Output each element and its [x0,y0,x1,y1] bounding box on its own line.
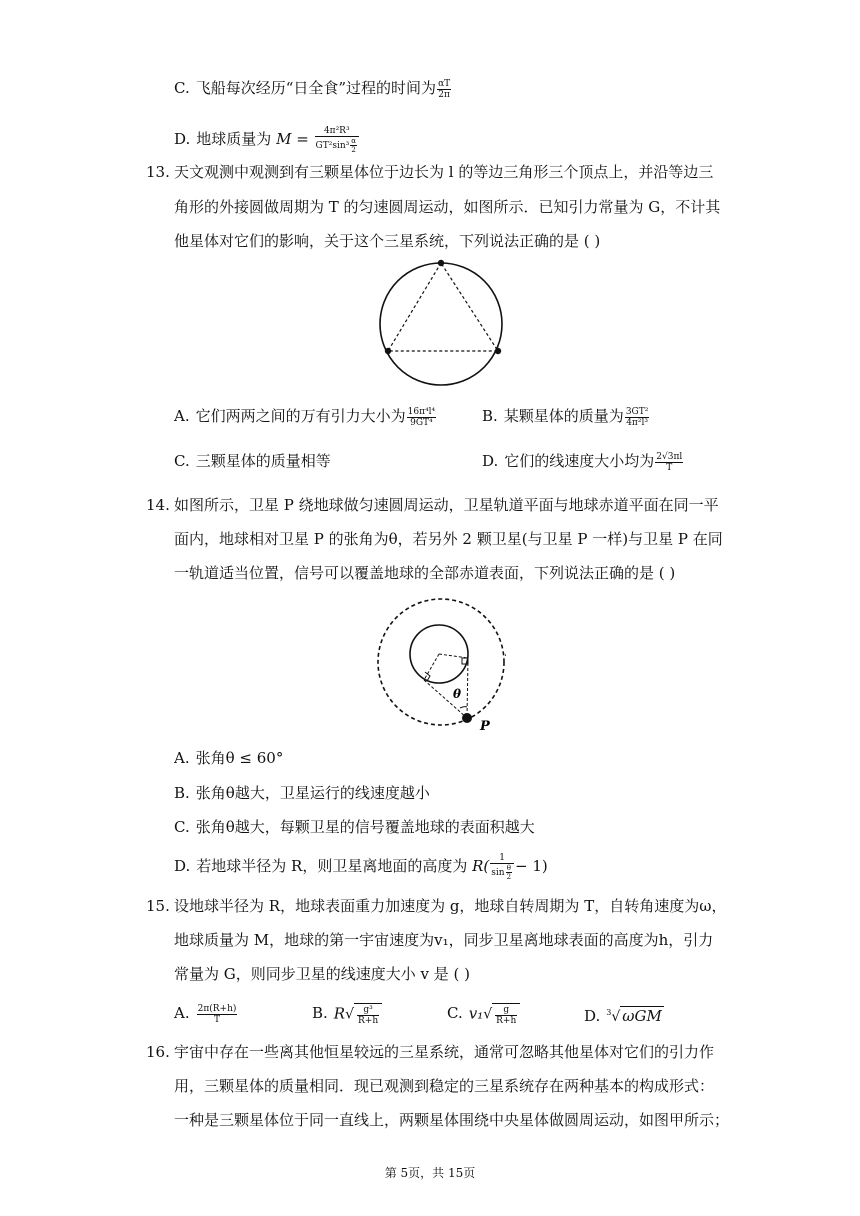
q13-option-d [482,451,684,473]
theta-label: θ [453,687,462,701]
q13-option-c [174,451,331,471]
p-label: P [480,719,490,734]
satellite-figure [374,594,506,736]
fraction: $\frac{g}{R+h}$ [496,1004,517,1026]
fraction: $\frac{2\pi(R+h)}{T}$ [197,1003,237,1025]
question-number: 16. [146,1043,170,1061]
q15-option-b: B. R√ $\frac{\text{g³}}{R+h}$ [312,1003,382,1026]
option-label: C. [174,818,190,836]
option-label: B. [312,1004,328,1023]
fraction: $\frac{\text{16π⁴l⁴}}{\text{9GT⁴}}$ [407,406,436,428]
option-label: D. [584,1007,601,1025]
option-text: 地球质量为 [196,130,272,148]
option-label: D. [174,857,191,875]
option-text: 飞船每次经历“日全食”过程的时间为 [195,79,437,97]
option-label: C. [447,1004,463,1023]
q13-line-3: 他星体对它们的影响，关于这个三星系统，下列说法正确的是 ( ) [174,232,601,250]
math-lhs: M = [276,130,309,148]
star-right [495,348,501,354]
q15-line-2: 地球质量为 M，地球的第一宇宙速度为v₁，同步卫星离地球表面的高度为h，引力 [174,931,714,949]
q15-option-a [174,1003,238,1025]
sqrt-icon: √ [483,1006,493,1023]
question-number: 13. [146,163,170,181]
option-text: 若地球半径为 R，则卫星离地面的高度为 [196,857,468,875]
fraction: $\frac{\text{3GT²}}{\text{4π²l³}}$ [625,406,649,428]
q13-option-b [482,406,650,428]
option-label: B. [482,407,498,425]
three-star-figure [378,258,506,392]
option-label: A. [174,749,190,767]
question-number: 15. [146,897,170,915]
q14-option-a [174,748,283,768]
option-label: C. [174,79,190,97]
option-label: A. [174,1004,190,1022]
option-label: D. [174,130,191,148]
q15-line-3: 常量为 G，则同步卫星的线速度大小 v 是 ( ) [174,965,471,983]
fraction: 1 sin $\frac{\theta}{2}$ [490,853,514,881]
fraction: $\frac{\alpha T}{2\pi}$ [438,78,451,100]
q13-line-2: 角形的外接圆做周期为 T 的匀速圆周运动，如图所示．已知引力常量为 G，不计其 [174,198,721,216]
q16-line-3: 一种是三颗星体位于同一直线上，两颗星体围绕中央星体做圆周运动，如图甲所示； [174,1111,730,1129]
q14-line-3: 一轨道适当位置，信号可以覆盖地球的全部赤道表面，下列说法正确的是 ( ) [174,564,676,582]
q12-option-c [174,78,452,100]
q13-line-1: 天文观测中观测到有三颗星体位于边长为 l 的等边三角形三个顶点上，并沿等边三 [174,163,714,181]
option-label: B. [174,784,190,802]
option-text: 三颗星体的质量相等 [195,452,331,470]
option-label: C. [174,452,190,470]
star-left [385,348,391,354]
q12-option-d [174,126,360,154]
q15-line-1: 设地球半径为 R，地球表面重力加速度为 g，地球自转周期为 T，自转角速度为ω， [174,897,727,915]
option-text: 它们两两之间的万有引力大小为 [195,407,406,425]
fraction: $\frac{\text{g³}}{R+h}$ [358,1004,379,1026]
orbit-direction-arrow-icon [505,645,506,656]
orbit-circle [380,263,502,385]
satellite-p [462,713,472,723]
q14-line-2: 面内，地球相对卫星 P 的张角为θ，若另外 2 颗卫星(与卫星 P 一样)与卫星 P 在同 [174,530,723,548]
fraction: $\frac{2√3\pi l}{T}$ [656,451,683,473]
q14-line-1: 如图所示，卫星 P 绕地球做匀速圆周运动，卫星轨道平面与地球赤道平面在同一平 [174,496,719,514]
q16-line-1: 宇宙中存在一些离其他恒星较远的三星系统，通常可忽略其他星体对它们的引力作 [174,1043,715,1061]
sqrt-icon: √ [611,1009,621,1025]
star-top [438,260,444,266]
triangle [388,263,498,351]
q15-option-d: D. $^3$√ ωGM [584,1007,662,1025]
option-text: 张角θ越大，每颗卫星的信号覆盖地球的表面积越大 [195,818,535,836]
page-footer: 第 5页，共 15页 [384,1166,476,1180]
q14-option-d: D. 若地球半径为 R，则卫星离地面的高度为 R( 1 sin $\frac{\theta}{2}$ − 1) [174,853,548,881]
q13-option-a [174,406,437,428]
option-label: D. [482,452,499,470]
option-text: 它们的线速度大小均为 [504,452,655,470]
option-label: A. [174,407,190,425]
sqrt-icon: √ [345,1006,355,1023]
option-text: 张角θ越大，卫星运行的线速度越小 [195,784,430,802]
option-text: 张角θ ≤ 60° [195,749,284,767]
q16-line-2: 用，三颗星体的质量相同．现已观测到稳定的三星系统存在两种基本的构成形式： [174,1077,715,1095]
option-text: 某颗星体的质量为 [503,407,624,425]
q14-option-c [174,817,535,837]
question-number: 14. [146,496,170,514]
q15-option-c: C. v₁√ $\frac{g}{R+h}$ [447,1003,520,1026]
q14-option-b [174,783,430,803]
fraction: 4π²R³ GT²sin³ $\frac{\alpha}{2}$ [315,126,359,154]
satellite-orbit [378,599,504,725]
